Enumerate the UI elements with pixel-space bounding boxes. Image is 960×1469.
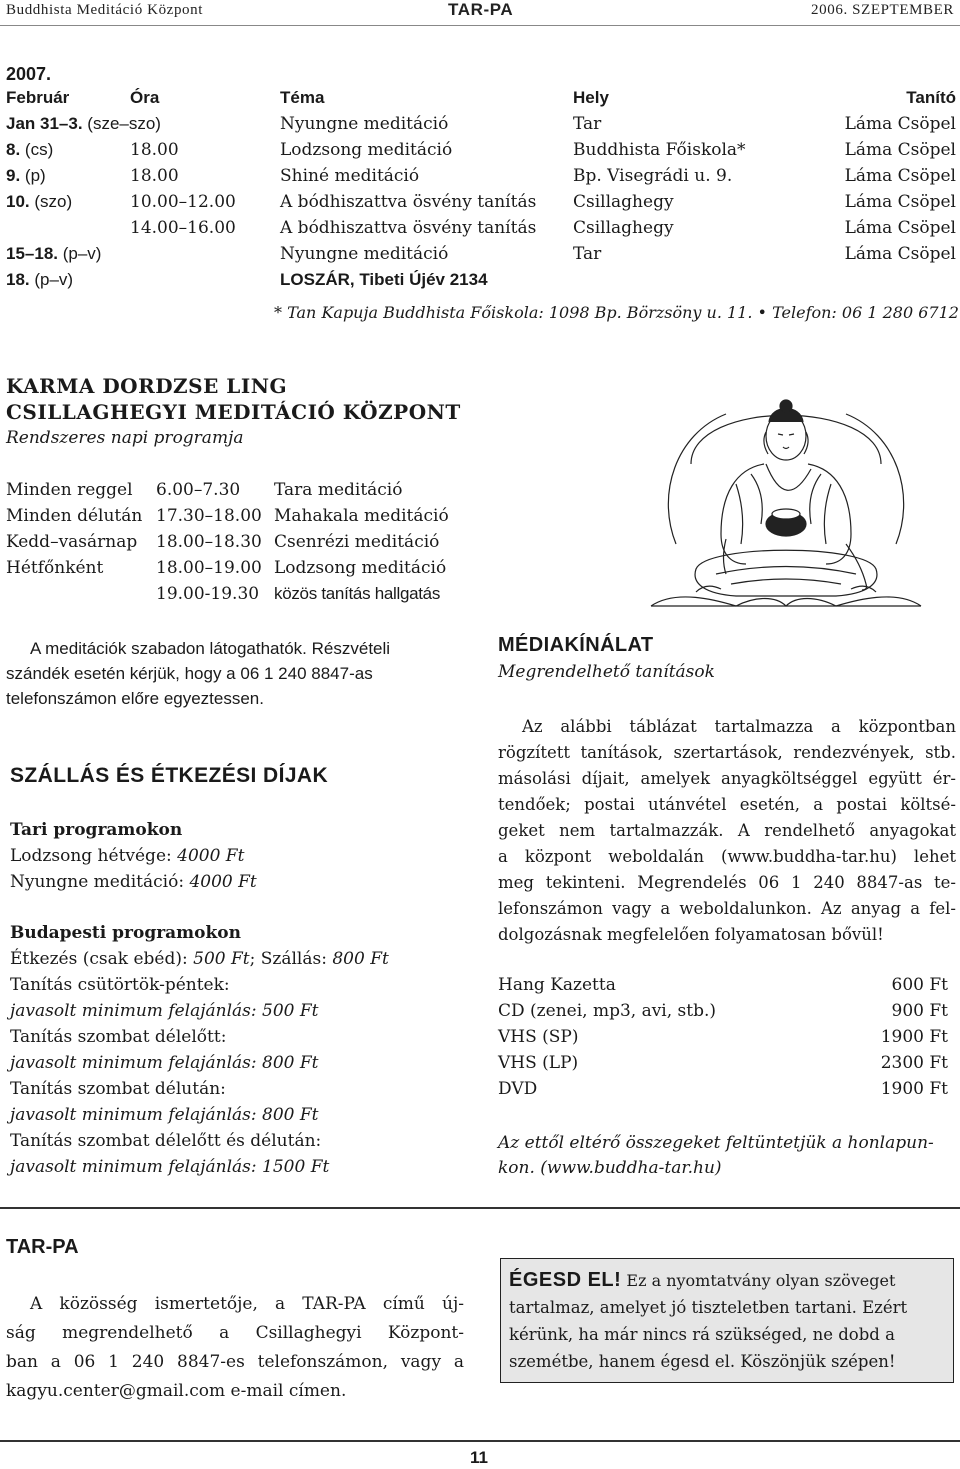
egesd-line: kérünk, ha már nincs rá szükséged, ne dobd a [509, 1325, 895, 1344]
schedule-place: Bp. Visegrádi u. 9. [573, 166, 733, 186]
program-row [6, 558, 476, 584]
schedule-date-day: 15–18. [6, 244, 58, 263]
schedule-date [6, 244, 101, 264]
media-note-1: Az ettől eltérő összegeket feltüntetjük a honlapun- [498, 1133, 934, 1153]
section-divider [0, 1207, 960, 1209]
schedule-row [6, 244, 956, 270]
schedule-teacher: Láma Csöpel [844, 114, 956, 134]
schedule-row [6, 192, 956, 218]
tari-title: Tari programokon [10, 820, 183, 840]
bp-item-offer: javasolt minimum felajánlás: 500 Ft [10, 1001, 319, 1021]
schedule-year: 2007. [6, 64, 52, 84]
egesd-line: szemétbe, hanem égesd el. Köszönjük szépen! [509, 1352, 896, 1371]
schedule-row [6, 166, 956, 192]
price-item: DVD [498, 1079, 538, 1099]
schedule-place: Buddhista Főiskola* [573, 140, 746, 160]
bp-item-label: Tanítás csütörtök-péntek: [10, 975, 230, 995]
bp-item-label: Tanítás szombat délután: [10, 1079, 226, 1099]
schedule-place: Csillaghegy [573, 192, 674, 212]
program-time: 6.00–7.30 [156, 480, 241, 500]
schedule-row [6, 114, 956, 140]
tari-item-label: Lodzsong hétvége: [10, 846, 178, 866]
bp-item-offer: javasolt minimum felajánlás: 800 Ft [10, 1105, 319, 1125]
karma-note [6, 636, 466, 711]
schedule-row [6, 218, 956, 244]
schedule-place: Tar [573, 244, 602, 264]
schedule-date [6, 140, 53, 160]
schedule-teacher: Láma Csöpel [844, 140, 956, 160]
tarpa-line: A közösség ismertetője, a TAR-PA című új- [30, 1294, 464, 1314]
program-row [6, 506, 476, 532]
media-paragraph [498, 714, 956, 948]
tarpa-paragraph [6, 1290, 464, 1406]
tarpa-line: ság megrendelhető a Csillaghegyi Központ- [6, 1323, 464, 1343]
program-time: 18.00–18.30 [156, 532, 262, 552]
program-what: Tara meditáció [274, 480, 403, 500]
egesd-box [500, 1258, 954, 1383]
schedule-teacher: Láma Csöpel [844, 166, 956, 186]
col-time: Óra [130, 88, 160, 107]
program-row [6, 584, 476, 610]
media-para-line: geket nem tartalmazzák. A rendelhető anyagokat [498, 821, 956, 840]
schedule-date-weekday: (p–v) [29, 270, 74, 289]
price-row [498, 1053, 948, 1079]
schedule-date [6, 270, 73, 290]
schedule-date [6, 166, 46, 186]
schedule-time: 18.00 [130, 166, 179, 186]
tarpa-title: TAR-PA [6, 1236, 79, 1258]
media-subtitle: Megrendelhető tanítások [498, 662, 715, 682]
schedule-date-weekday: (sze–szo) [82, 114, 161, 133]
schedule-time: 18.00 [130, 140, 179, 160]
karma-subtitle: Rendszeres napi programja [6, 428, 244, 448]
program-when: Hétfőnként [6, 558, 104, 578]
bp-item-label: Tanítás szombat délelőtt és délután: [10, 1131, 322, 1151]
price-value: 1900 Ft [880, 1027, 948, 1047]
footer-line [0, 1440, 960, 1442]
tarpa-line: kagyu.center@gmail.com e-mail címen. [6, 1381, 347, 1401]
schedule-place: Csillaghegy [573, 218, 674, 238]
media-para-line: dolgozásnak megfelelően folyamatosan bővül! [498, 925, 884, 944]
schedule-teacher: Láma Csöpel [844, 244, 956, 264]
bp-stay-price: 800 Ft [332, 949, 389, 969]
schedule-topic: LOSZÁR, Tibeti Újév 2134 [280, 270, 488, 289]
schedule-date-weekday: (szo) [29, 192, 73, 211]
program-what: Lodzsong meditáció [274, 558, 447, 578]
program-when: Minden délután [6, 506, 143, 526]
price-value: 900 Ft [891, 1001, 948, 1021]
schedule-date-weekday: (p) [20, 166, 46, 185]
schedule-topic: Lodzsong meditáció [280, 140, 453, 160]
media-para-line: tendőek; postai utánvétel esetén, a postai költsé- [498, 795, 956, 814]
schedule-row [6, 270, 956, 296]
schedule-header-row [6, 88, 956, 114]
media-para-line: másolási díjait, amelyek anyagköltséggel együtt ér- [498, 769, 956, 788]
program-row [6, 480, 476, 506]
schedule-time: 14.00–16.00 [130, 218, 236, 238]
bp-title: Budapesti programokon [10, 923, 241, 943]
tari-item-price: 4000 Ft [189, 872, 257, 892]
halo-outline [691, 415, 881, 464]
program-time: 19.00-19.30 [156, 584, 260, 604]
schedule-teacher: Láma Csöpel [844, 192, 956, 212]
program-what: közös tanítás hallgatás [274, 584, 441, 603]
schedule-date-day: 18. [6, 270, 30, 289]
media-para-line: a központ weboldalán (www.buddha-tar.hu) lehet [498, 847, 956, 866]
schedule-place: Tar [573, 114, 602, 134]
karma-title-2: CSILLAGHEGYI MEDITÁCIÓ KÖZPONT [6, 400, 461, 424]
media-para-line: rögzített tanítások, szertartások, rendezvények, stb. [498, 743, 956, 762]
col-topic: Téma [280, 88, 325, 107]
schedule-date-day: Jan 31–3. [6, 114, 83, 133]
schedule-date [6, 192, 72, 212]
egesd-title: ÉGESD EL! [509, 1269, 622, 1291]
schedule-topic: A bódhiszattva ösvény tanítás [280, 192, 537, 212]
tari-item-price: 4000 Ft [177, 846, 245, 866]
header-right: 2006. SZEPTEMBER [811, 2, 954, 18]
bp-meal-line [10, 949, 389, 969]
page-header [0, 0, 960, 26]
schedule-date-weekday: (cs) [20, 140, 54, 159]
schedule-topic: Nyungne meditáció [280, 244, 449, 264]
program-when: Minden reggel [6, 480, 133, 500]
price-row [498, 975, 948, 1001]
program-time: 18.00–19.00 [156, 558, 262, 578]
program-what: Mahakala meditáció [274, 506, 449, 526]
bp-item-offer: javasolt minimum felajánlás: 1500 Ft [10, 1157, 330, 1177]
header-left: Buddhista Meditáció Központ [6, 2, 204, 18]
page-number: 11 [470, 1448, 488, 1467]
bp-meal-label: Étkezés (csak ebéd): [10, 949, 194, 969]
schedule-teacher: Láma Csöpel [844, 218, 956, 238]
tarpa-line: ban a 06 1 240 8847-es telefonszámon, vagy a [6, 1352, 464, 1372]
media-para-line: lefonszámon vagy a weboldalunkon. Az anyag a fel- [498, 899, 956, 918]
program-what: Csenrézi meditáció [274, 532, 440, 552]
schedule-row [6, 140, 956, 166]
egesd-line: tartalmaz, amelyet jó tiszteletben tartani. Ezért [509, 1298, 908, 1317]
schedule-topic: A bódhiszattva ösvény tanítás [280, 218, 537, 238]
bp-item-label: Tanítás szombat délelőtt: [10, 1027, 227, 1047]
col-date: Február [6, 88, 70, 107]
schedule-time: 10.00–12.00 [130, 192, 236, 212]
schedule-date-weekday: (p–v) [58, 244, 102, 263]
price-item: VHS (LP) [498, 1053, 579, 1073]
schedule-date-day: 8. [6, 140, 21, 159]
program-when: Kedd–vasárnap [6, 532, 138, 552]
header-center: TAR-PA [448, 0, 514, 19]
media-para-line: meg tekinteni. Megrendelés 06 1 240 8847-as te- [498, 873, 956, 892]
schedule-topic: Shiné meditáció [280, 166, 420, 186]
lodging-title: SZÁLLÁS ÉS ÉTKEZÉSI DÍJAK [10, 764, 329, 787]
price-value: 2300 Ft [880, 1053, 948, 1073]
price-value: 1900 Ft [880, 1079, 948, 1099]
col-teacher: Tanító [906, 88, 956, 107]
media-title: MÉDIAKÍNÁLAT [498, 634, 654, 656]
buddha-illustration [636, 374, 936, 624]
price-row [498, 1079, 948, 1105]
price-item: CD (zenei, mp3, avi, stb.) [498, 1001, 717, 1021]
tari-item-label: Nyungne meditáció: [10, 872, 190, 892]
karma-title-1: KARMA DORDZSE LING [6, 374, 288, 398]
egesd-first-rest: Ez a nyomtatvány olyan szöveget [621, 1271, 896, 1290]
schedule-date [6, 114, 161, 134]
bp-meal-price: 500 Ft [193, 949, 250, 969]
media-note-2: kon. (www.buddha-tar.hu) [498, 1158, 722, 1178]
bp-item-offer: javasolt minimum felajánlás: 800 Ft [10, 1053, 319, 1073]
schedule-date-day: 9. [6, 166, 21, 185]
price-row [498, 1001, 948, 1027]
karma-note-line: telefonszámon előre egyeztessen. [6, 689, 264, 708]
egesd-first-line [509, 1269, 895, 1292]
bp-stay-label: ; Szállás: [249, 949, 333, 969]
tari-item [10, 872, 257, 892]
karma-note-line: szándék esetén kérjük, hogy a 06 1 240 8847-as [6, 664, 373, 683]
program-row [6, 532, 476, 558]
schedule-footnote: * Tan Kapuja Buddhista Főiskola: 1098 Bp. Börzsöny u. 11. • Telefon: 06 1 280 6712 [274, 303, 959, 322]
price-row [498, 1027, 948, 1053]
price-item: Hang Kazetta [498, 975, 616, 995]
col-place: Hely [573, 88, 609, 107]
schedule-date-day: 10. [6, 192, 30, 211]
price-item: VHS (SP) [498, 1027, 579, 1047]
media-para-line: Az alábbi táblázat tartalmazza a központban [522, 717, 956, 736]
program-time: 17.30–18.00 [156, 506, 262, 526]
schedule-topic: Nyungne meditáció [280, 114, 449, 134]
price-value: 600 Ft [891, 975, 948, 995]
tari-item [10, 846, 244, 866]
karma-note-line: A meditációk szabadon látogathatók. Részvételi [30, 639, 391, 658]
